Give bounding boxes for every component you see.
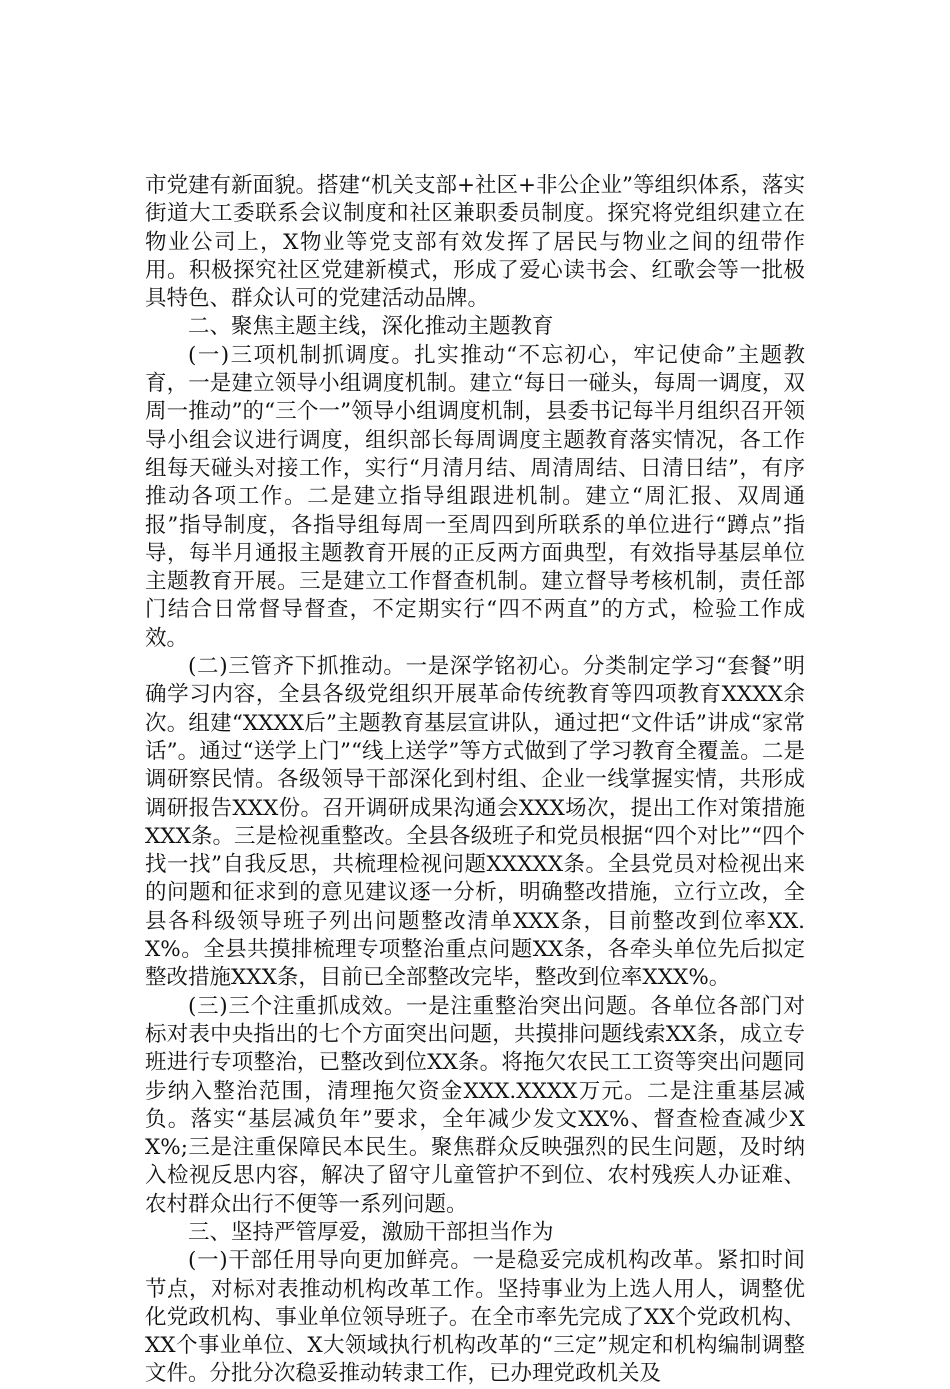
paragraph-2-2: (二)三管齐下抓推动。一是深学铭初心。分类制定学习“套餐”明确学习内容，全县各级党组织开展革命传统教育等四项教育XXXX余次。组建“XXXX后”主题教育基层宣讲队，通过把“文件话”讲成“家常话”。通过“送学上门”“线上送学”等方式做到了学习教育全覆盖。二是调研察民情。各级领导干部深化到村组、企业一线掌握实情，共形成调研报告XXX份。召开调研成果沟通会XXX场次，提出工作对策措施XXX条。三是检视重整改。全县各级班子和党员根据“四个对比”“四个找一找”自我反思，共梳理检视问题XXXXX条。全县党员对检视出来的问题和征求到的意见建议逐一分析，明确整改措施，立行立改，全县各科级领导班子列出问题整改清单XXX条，目前整改到位率XX.X%。全县共摸排梳理专项整治重点问题XX条，各牵头单位先后拟定整改措施XXX条，目前已全部整改完毕，整改到位率XXX%。 [145, 654, 805, 991]
section-heading-3: 三、坚持严管厚爱，激励干部担当作为 [188, 1219, 554, 1245]
paragraph-intro: 市党建有新面貌。搭建“机关支部+社区+非公企业”等组织体系，落实街道大工委联系会议制度和社区兼职委员制度。探究将党组织建立在物业公司上，X物业等党支部有效发挥了居民与物业之间的纽带作用。积极探究社区党建新模式，形成了爱心读书会、红歌会等一批极具特色、群众认可的党建活动品牌。 [145, 173, 806, 312]
document-page [145, 172, 805, 1389]
paragraph-3-1: (一)干部任用导向更加鲜亮。一是稳妥完成机构改革。紧扣时间节点，对标对表推动机构改革工作。坚持事业为上选人用人，调整优化党政机构、事业单位领导班子。在全市率先完成了XX个党政机构、XX个事业单位、X大领域执行机构改革的“三定”规定和机构编制调整文件。分批分次稳妥推动转隶工作，已办理党政机关及 [145, 1248, 805, 1387]
paragraph-2-1: (一)三项机制抓调度。扎实推动“不忘初心，牢记使命”主题教育，一是建立领导小组调度机制。建立“每日一碰头，每周一调度，双周一推动”的“三个一”领导小组调度机制，县委书记每半月组织召开领导小组会议进行调度，组织部长每周调度主题教育落实情况，各工作组每天碰头对接工作，实行“月清月结、周清周结、日清日结”，有序推动各项工作。二是建立指导组跟进机制。建立“周汇报、双周通报”指导制度，各指导组每周一至周四到所联系的单位进行“蹲点”指导，每半月通报主题教育开展的正反两方面典型，有效指导基层单位主题教育开展。三是建立工作督查机制。建立督导考核机制，责任部门结合日常督导督查，不定期实行“四不两直”的方式，检验工作成效。 [145, 342, 805, 651]
section-heading-2: 二、聚焦主题主线，深化推动主题教育 [188, 314, 554, 340]
paragraph-2-3: (三)三个注重抓成效。一是注重整治突出问题。各单位各部门对标对表中央指出的七个方面突出问题，共摸排问题线索XX条，成立专班进行专项整治，已整改到位XX条。将拖欠农民工工资等突出问题同步纳入整治范围，清理拖欠资金XXX.XXXX万元。二是注重基层减负。落实“基层减负年”要求，全年减少发文XX%、督查检查减少XX%;三是注重保障民本民生。聚焦群众反映强烈的民生问题，及时纳入检视反思内容，解决了留守儿童管护不到位、农村残疾人办证难、农村群众出行不便等一系列问题。 [145, 993, 805, 1217]
